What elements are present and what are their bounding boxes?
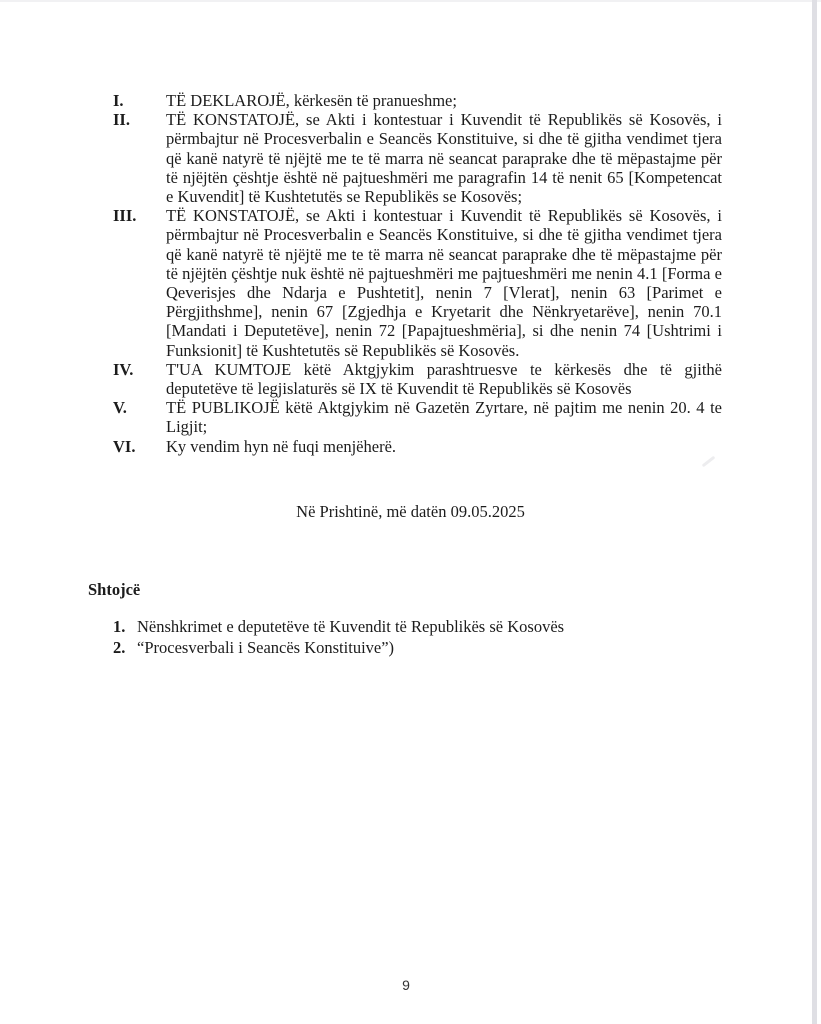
annex-list [113, 616, 733, 658]
decision-numeral: I. [113, 91, 124, 110]
decision-text: TË PUBLIKOJË këtë Aktgjykim në Gazetën Zyrtare, në pajtim me nenin 20. 4 te Ligjit; [166, 398, 722, 437]
date-line: Në Prishtinë, më datën 09.05.2025 [296, 502, 525, 521]
decision-item [113, 437, 722, 456]
annex-item-text: Nënshkrimet e deputetëve të Kuvendit të Republikës së Kosovës [137, 617, 565, 636]
annex-item-number: 2. [113, 638, 126, 657]
decision-list [113, 91, 722, 456]
annex-item-number: 1. [113, 617, 126, 636]
decision-text: TË DEKLAROJË, kërkesën të pranueshme; [166, 91, 457, 110]
decision-text: TË KONSTATOJË, se Akti i kontestuar i Kuvendit të Republikës së Kosovës, i përmbajtur në Procesverbalin e Seancës Konstituive, si dhe të gjitha vendimet tjera që kanë natyrë të njëjtë me te të marra në seancat paraprake dhe të mëpastajme për të njëjtën çështje është në pajtueshmëri me paragrafin 14 të nenit 65 [Kompetencat e Kuvendit] të Kushtetutës se Republikës se Kosovës; [166, 110, 722, 207]
decision-text: T'UA KUMTOJE këtë Aktgjykim parashtruesve te kërkesës dhe të gjithë deputetëve të legjislaturës së IX të Kuvendit të Republikës së Kosovës [166, 359, 722, 399]
decision-item [113, 110, 722, 206]
decision-item [113, 91, 722, 110]
scan-right-edge [812, 0, 817, 1024]
decision-numeral: II. [113, 110, 130, 130]
decision-text: TË KONSTATOJË, se Akti i kontestuar i Kuvendit të Republikës së Kosovës, i përmbajtur në Procesverbalin e Seancës Konstituive, si dhe të gjitha vendimet tjera që kanë natyrë të njëjtë me te të marra në seancat paraprake dhe të mëpastajme për të njëjtën çështje nuk është në pajtueshmëri me pajtueshmëri me nenin 4.1 [Forma e Qeverisjes dhe Ndarja e Pushtetit], nenin 7 [Vlerat], nenin 63 [Parimet e Përgjithshme], nenin 67 [Zgjedhja e Kryetarit dhe Nënkryetarëve], nenin 70.1 [Mandati i Deputetëve], nenin 72 [Papajtueshmëria], si dhe nenin 74 [Ushtrimi i Funksionit] të Kushtetutës së Republikës së Kosovës. [166, 206, 722, 360]
scan-top-edge [0, 0, 821, 2]
page-number: 9 [402, 977, 410, 993]
decision-item [113, 360, 722, 398]
annex-item [113, 616, 733, 637]
decision-item [113, 398, 722, 436]
annex-item [113, 637, 733, 658]
scan-artifact [702, 456, 716, 468]
decision-item [113, 206, 722, 360]
annex-item-text: “Procesverbali i Seancës Konstituive”) [137, 638, 395, 657]
annex-heading: Shtojcë [88, 580, 141, 599]
decision-numeral: V. [113, 398, 127, 418]
decision-text: Ky vendim hyn në fuqi menjëherë. [166, 436, 397, 456]
decision-numeral: III. [113, 206, 137, 226]
decision-numeral: IV. [113, 359, 134, 379]
decision-numeral: VI. [113, 436, 136, 456]
